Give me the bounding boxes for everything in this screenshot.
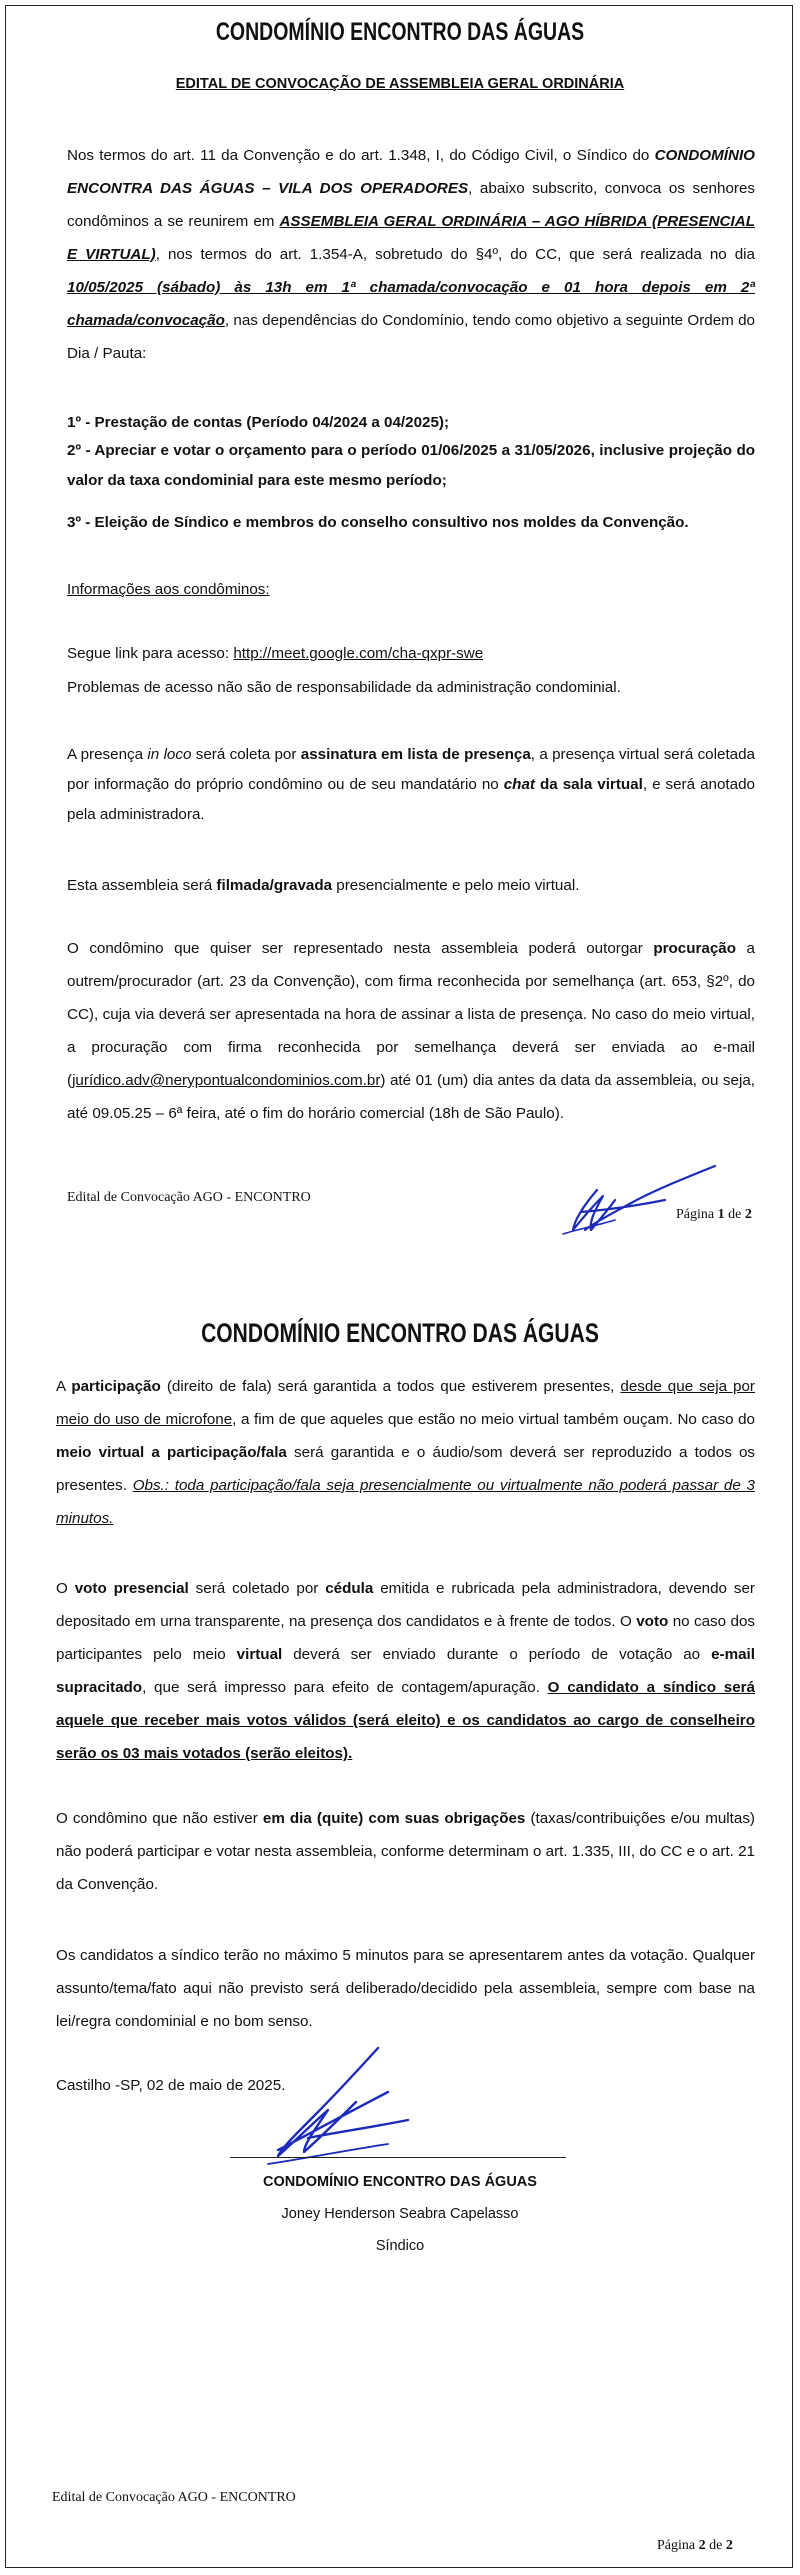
page-label: Página xyxy=(676,1207,718,1222)
vote-text: , que será impresso para efeito de contagem/apuração. xyxy=(142,1679,548,1696)
page-total: 2 xyxy=(725,2538,733,2553)
vote-text: voto presencial xyxy=(74,1580,189,1597)
participation-text: A xyxy=(56,1378,72,1395)
presence-chat: chat xyxy=(503,776,535,793)
page-num: 1 xyxy=(717,1207,725,1222)
page-of: de xyxy=(724,1207,745,1222)
link-line xyxy=(67,643,483,665)
presence-text: , a presença virtual será coletada por informação do próprio condômino ou de seu mandatário no xyxy=(67,746,756,793)
page1-subtitle: EDITAL DE CONVOCAÇÃO DE ASSEMBLEIA GERAL ORDINÁRIA xyxy=(175,76,625,92)
vote-paragraph xyxy=(56,1572,755,1770)
signatory-org: CONDOMÍNIO ENCONTRO DAS ÁGUAS xyxy=(263,2174,537,2190)
agenda-item-2: 2º - Apreciar e votar o orçamento para o período 01/06/2025 a 31/05/2026, inclusive projeção do valor da taxa condominial para este mesmo período; xyxy=(67,442,755,489)
participation-text: (direito de fala) será garantida a todos que estiverem presentes, xyxy=(160,1378,621,1395)
participation-text: será garantida e o áudio/som deverá ser reproduzido a todos os presentes. xyxy=(56,1444,755,1494)
presence-text: será coleta por xyxy=(191,746,301,763)
intro-paragraph xyxy=(67,139,755,370)
eligibility-text: em dia (quite) com suas obrigações xyxy=(262,1810,526,1827)
eligibility-text: (taxas/contribuições e/ou multas) não poderá participar e votar nesta assembleia, conforme determinam o art. 1.335, III, do CC e o art. 21 da Convenção. xyxy=(56,1810,755,1893)
agenda-item-3: 3º - Eleição de Síndico e membros do conselho consultivo nos moldes da Convenção. xyxy=(67,514,689,531)
proxy-text: procuração xyxy=(653,940,737,957)
participation-text: participação xyxy=(71,1378,161,1395)
page-of: de xyxy=(705,2538,726,2553)
place-date: Castilho -SP, 02 de maio de 2025. xyxy=(56,2077,286,2094)
vote-text: emitida e rubricada pela administradora, devendo ser depositado em urna transparente, na presença dos candidatos e à frente de todos. O xyxy=(56,1580,755,1630)
participation-time-limit: Obs.: toda participação/fala seja presencialmente ou virtualmente não poderá passar de 3 minutos. xyxy=(56,1477,755,1527)
presence-paragraph xyxy=(67,740,755,830)
vote-text: e-mail supracitado xyxy=(56,1646,755,1696)
participation-paragraph xyxy=(56,1370,755,1535)
candidates-paragraph: Os candidatos a síndico terão no máximo 5 minutos para se apresentarem antes da votação. Qualquer assunto/tema/fato aqui não previsto será deliberado/decidido pela assembleia, sempre com base na lei/regra condominial e no bom senso. xyxy=(56,1947,755,2030)
vote-text: virtual xyxy=(236,1646,283,1663)
agenda-item-1: 1º - Prestação de contas (Período 04/2024 a 04/2025); xyxy=(67,414,450,431)
intro-text: Nos termos do art. 11 da Convenção e do art. 1.348, I, do Código Civil, o Síndico do xyxy=(67,147,655,164)
page2-page-number xyxy=(657,2538,733,2554)
presence-text: A presença xyxy=(67,746,148,763)
page-label: Página xyxy=(657,2538,699,2553)
signatory-name: Joney Henderson Seabra Capelasso xyxy=(281,2206,519,2222)
meet-link[interactable]: http://meet.google.com/cha-qxpr-swe xyxy=(233,645,484,662)
eligibility-text: O condômino que não estiver xyxy=(56,1810,263,1827)
info-heading: Informações aos condôminos: xyxy=(67,581,270,598)
proxy-text: a outrem/procurador (art. 23 da Convenção), com firma reconhecida por semelhança (art. 653, §2º, do CC), cuja via deverá ser apresentada na hora de assinar a lista de presença. No caso do meio virtual, a procuração com firma reconhecida por semelhança deverá ser enviada ao e-mail ( xyxy=(67,940,755,1089)
vote-text: será coletado por xyxy=(188,1580,326,1597)
signatory-role: Síndico xyxy=(375,2238,425,2254)
vote-text: voto xyxy=(636,1613,669,1630)
proxy-paragraph xyxy=(67,932,755,1130)
vote-text: O xyxy=(56,1580,75,1597)
vote-text: deverá ser enviado durante o período de votação ao xyxy=(282,1646,712,1663)
page-num: 2 xyxy=(698,2538,706,2553)
eligibility-paragraph xyxy=(56,1802,755,1901)
signature-1 xyxy=(555,1160,725,1240)
participation-microphone: desde que seja por meio do uso de microfone xyxy=(56,1378,755,1428)
link-label: Segue link para acesso: xyxy=(67,645,234,662)
proxy-text: ) até 01 (um) dia antes da data da assembleia, ou seja, até 09.05.25 – 6ª feira, até o fim do horário comercial (18h de São Paulo). xyxy=(67,1072,755,1122)
presence-text: in loco xyxy=(147,746,192,763)
access-note: Problemas de acesso não são de responsabilidade da administração condominial. xyxy=(67,679,621,696)
assembly-type: ASSEMBLEIA GERAL ORDINÁRIA – AGO HÍBRIDA (PRESENCIAL E VIRTUAL) xyxy=(67,213,755,263)
signature-line xyxy=(230,2157,566,2158)
intro-text: , nos termos do art. 1.354-A, sobretudo do §4º, do CC, que será realizada no dia xyxy=(155,246,755,263)
recording-text: filmada/gravada xyxy=(216,877,333,894)
vote-text: cédula xyxy=(325,1580,374,1597)
page1-page-number xyxy=(676,1207,752,1223)
page2-footer-left: Edital de Convocação AGO - ENCONTRO xyxy=(52,2490,296,2505)
signature-2 xyxy=(238,2040,438,2180)
presence-virtual-room: da sala virtual xyxy=(534,776,643,793)
proxy-text: O condômino que quiser ser representado nesta assembleia poderá outorgar xyxy=(67,940,654,957)
page1-footer-left: Edital de Convocação AGO - ENCONTRO xyxy=(67,1190,311,1205)
page1-title: CONDOMÍNIO ENCONTRO DAS ÁGUAS xyxy=(215,18,585,46)
intro-text: , nas dependências do Condomínio, tendo como objetivo a seguinte Ordem do Dia / Pauta: xyxy=(67,312,755,362)
page-total: 2 xyxy=(744,1207,752,1222)
recording-text: presencialmente e pelo meio virtual. xyxy=(332,877,580,894)
intro-text: , abaixo subscrito, convoca os senhores condôminos a se reunirem em xyxy=(67,180,755,230)
recording-line xyxy=(67,875,579,897)
vote-text: no caso dos participantes pelo meio xyxy=(56,1613,755,1663)
presence-text: , e será anotado pela administradora. xyxy=(67,776,755,823)
legal-email-link[interactable]: jurídico.adv@nerypontualcondominios.com.br xyxy=(72,1072,381,1089)
assembly-date: 10/05/2025 (sábado) às 13h em 1ª chamada/convocação e 01 hora depois em 2ª chamada/convocação xyxy=(67,279,755,329)
recording-text: Esta assembleia será xyxy=(67,877,217,894)
participation-text: a participação/fala xyxy=(151,1444,287,1461)
vote-election-rule: O candidato a síndico será aquele que receber mais votos válidos (será eleito) e os candidatos ao cargo de conselheiro serão os 03 mais votados (serão eleitos). xyxy=(56,1679,755,1762)
participation-text: , a fim de que aqueles que estão no meio virtual também ouçam. No caso do xyxy=(232,1411,755,1428)
page2-title: CONDOMÍNIO ENCONTRO DAS ÁGUAS xyxy=(201,1318,599,1348)
participation-text: meio virtual xyxy=(56,1444,145,1461)
presence-signature-list: assinatura em lista de presença xyxy=(300,746,531,763)
condominium-name: CONDOMÍNIO ENCONTRA DAS ÁGUAS – VILA DOS OPERADORES xyxy=(67,147,755,197)
